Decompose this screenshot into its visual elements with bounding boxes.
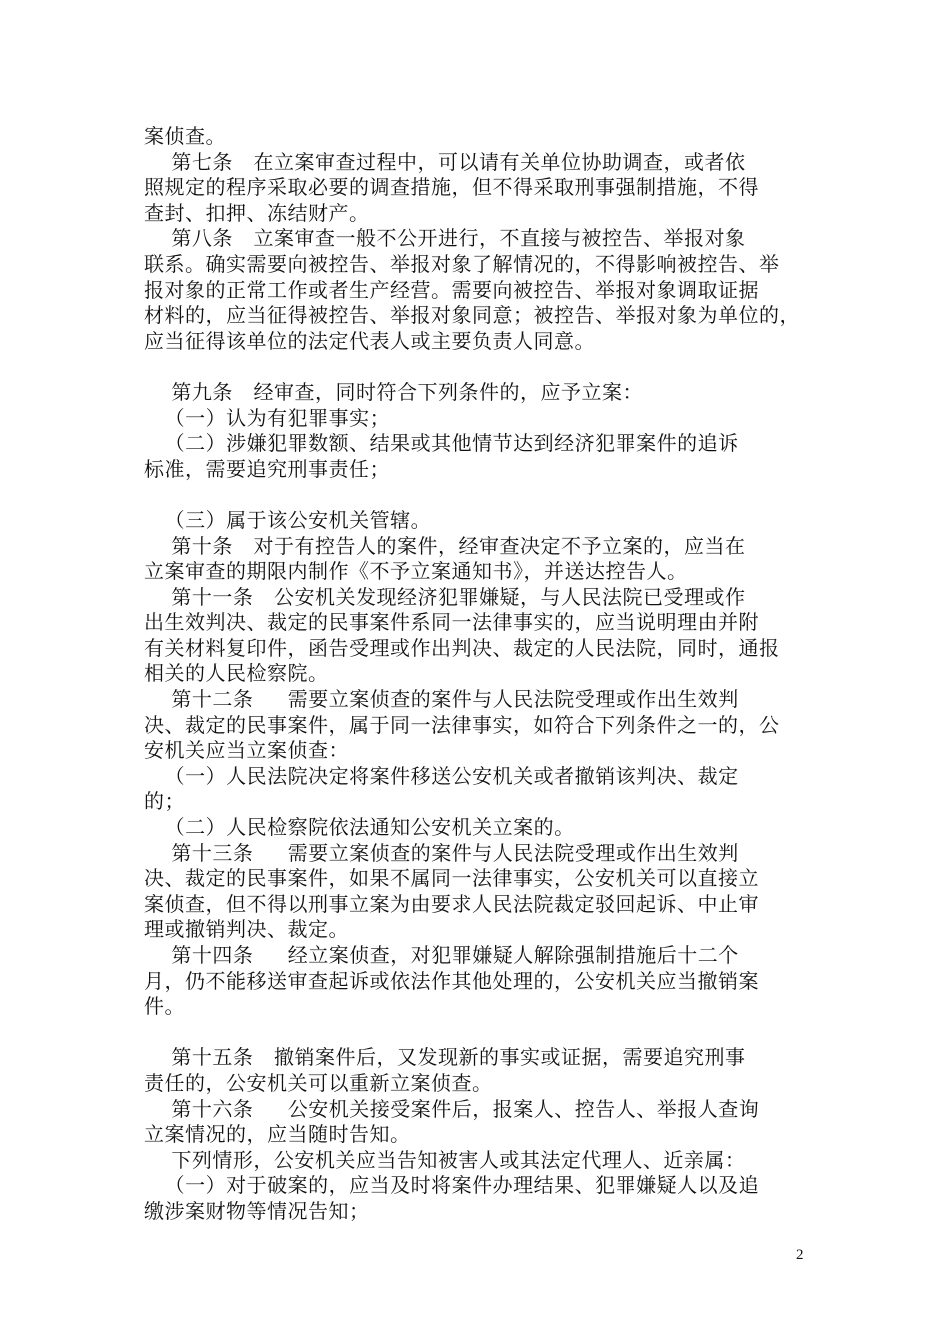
document-body bbox=[144, 124, 806, 1225]
text-line: （一）人民法院决定将案件移送公安机关或者撤销该判决、裁定 bbox=[144, 763, 739, 788]
text-line: 第十三条 需要立案侦查的案件与人民法院受理或作出生效判 bbox=[144, 840, 739, 865]
text-line: 第十五条 撤销案件后，又发现新的事实或证据，需要追究刑事 bbox=[144, 1045, 746, 1070]
text-line: 第八条 立案审查一般不公开进行，不直接与被控告、举报对象 bbox=[144, 226, 746, 251]
text-line: 有关材料复印件，函告受理或作出判决、裁定的人民法院，同时，通报 bbox=[144, 635, 780, 660]
page-number: 2 bbox=[796, 1247, 804, 1263]
text-line: 下列情形，公安机关应当告知被害人或其法定代理人、近亲属： bbox=[144, 1147, 746, 1172]
text-line: 缴涉案财物等情况告知； bbox=[144, 1198, 370, 1223]
text-line: 决、裁定的民事案件，如果不属同一法律事实，公安机关可以直接立 bbox=[144, 866, 759, 891]
text-line: （三）属于该公安机关管辖。 bbox=[144, 507, 432, 532]
text-line: 件。 bbox=[144, 994, 185, 1019]
text-line: 第十四条 经立案侦查，对犯罪嫌疑人解除强制措施后十二个 bbox=[144, 943, 739, 967]
text-line: 的； bbox=[144, 789, 185, 814]
text-line: 立案审查的期限内制作《不予立案通知书》，并送达控告人。 bbox=[144, 559, 688, 584]
text-line: （一）认为有犯罪事实； bbox=[144, 405, 391, 430]
text-line: 第十二条 需要立案侦查的案件与人民法院受理或作出生效判 bbox=[144, 687, 739, 712]
text-line: 照规定的程序采取必要的调查措施，但不得采取刑事强制措施，不得 bbox=[144, 175, 759, 200]
text-line: 第九条 经审查，同时符合下列条件的，应予立案： bbox=[144, 379, 644, 404]
text-line: 报对象的正常工作或者生产经营。需要向被控告、举报对象调取证据 bbox=[144, 277, 759, 302]
text-line: （二）涉嫌犯罪数额、结果或其他情节达到经济犯罪案件的追诉 bbox=[144, 431, 739, 456]
text-line: 第十一条 公安机关发现经济犯罪嫌疑，与人民法院已受理或作 bbox=[144, 584, 746, 609]
text-line: 材料的，应当征得被控告、举报对象同意；被控告、举报对象为单位的， bbox=[144, 303, 800, 328]
text-line: 立案情况的，应当随时告知。 bbox=[144, 1122, 411, 1147]
text-line: 第七条 在立案审查过程中，可以请有关单位协助调查，或者依 bbox=[144, 149, 746, 174]
text-line: 责任的，公安机关可以重新立案侦查。 bbox=[144, 1070, 493, 1095]
text-line: 第十六条 公安机关接受案件后，报案人、控告人、举报人查询 bbox=[144, 1096, 760, 1121]
text-line: 标准，需要追究刑事责任； bbox=[144, 456, 390, 481]
blank-line bbox=[144, 354, 806, 380]
text-line: 安机关应当立案侦查： bbox=[144, 738, 349, 763]
text-line: 出生效判决、裁定的民事案件系同一法律事实的，应当说明理由并附 bbox=[144, 610, 759, 635]
text-line: 案侦查，但不得以刑事立案为由要求人民法院裁定驳回起诉、中止审 bbox=[144, 891, 759, 916]
text-line: 查封、扣押、冻结财产。 bbox=[144, 200, 370, 225]
text-line: 应当征得该单位的法定代表人或主要负责人同意。 bbox=[144, 328, 595, 353]
text-line: 联系。确实需要向被控告、举报对象了解情况的，不得影响被控告、举 bbox=[144, 251, 780, 276]
text-line: 理或撤销判决、裁定。 bbox=[144, 917, 349, 942]
text-line: （一）对于破案的，应当及时将案件办理结果、犯罪嫌疑人以及追 bbox=[144, 1173, 760, 1198]
blank-line bbox=[144, 1020, 806, 1046]
blank-line bbox=[144, 482, 806, 508]
text-line: （二）人民检察院依法通知公安机关立案的。 bbox=[144, 815, 575, 840]
text-line: 月，仍不能移送审查起诉或依法作其他处理的，公安机关应当撤销案 bbox=[144, 968, 759, 993]
text-line: 相关的人民检察院。 bbox=[144, 661, 329, 686]
text-line: 第十条 对于有控告人的案件，经审查决定不予立案的，应当在 bbox=[144, 533, 746, 558]
text-line: 决、裁定的民事案件，属于同一法律事实，如符合下列条件之一的，公 bbox=[144, 712, 780, 737]
text-line: 案侦查。 bbox=[144, 124, 226, 148]
